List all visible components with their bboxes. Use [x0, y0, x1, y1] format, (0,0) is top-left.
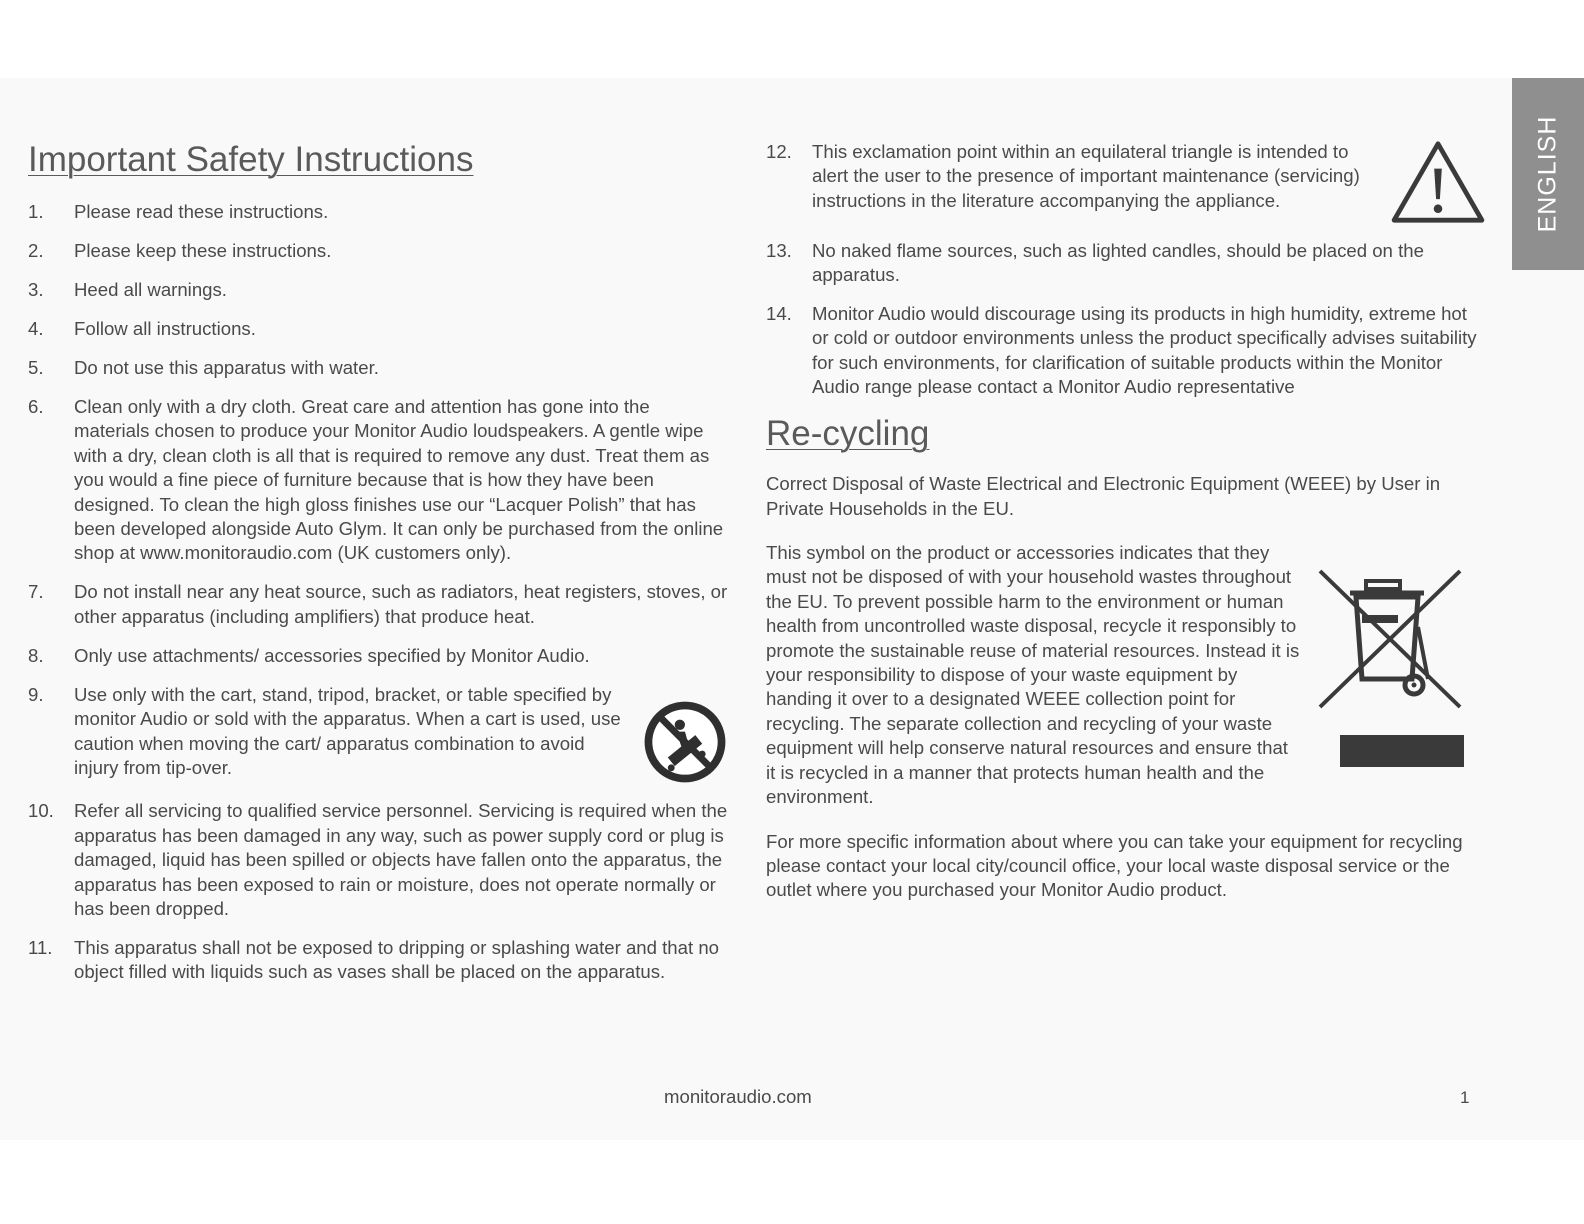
- item-text: Follow all instructions.: [74, 318, 256, 339]
- weee-figure: [1316, 567, 1486, 767]
- footer-website[interactable]: monitoraudio.com: [664, 1086, 812, 1107]
- item-number: 4.: [28, 318, 44, 339]
- item-text: This apparatus shall not be exposed to dripping or splashing water and that no object filled with liquids such as vases shall be placed on the apparatus.: [74, 937, 719, 983]
- language-tab[interactable]: [1512, 78, 1584, 270]
- item-text: Clean only with a dry cloth. Great care and attention has gone into the materials chosen to produce your Monitor Audio loudspeakers. A gentle wipe with a dry, clean cloth is all that is required to remove any dust. Treat them as you would a fine piece of furniture because that is how they have been designed. To clean the high gloss finishes use our “Lacquer Polish” that has been developed alongside Auto Glym. It can only be purchased from the online shop at www.monitoraudio.com (UK customers only).: [74, 396, 724, 564]
- item-text: Do not use this apparatus with water.: [74, 357, 379, 378]
- list-item: [28, 278, 728, 302]
- list-item: [28, 356, 728, 380]
- safety-title: Important Safety Instructions: [28, 140, 474, 179]
- right-column: [766, 140, 1486, 923]
- list-item: [28, 395, 728, 566]
- item-number: 13.: [766, 239, 792, 261]
- list-item: [28, 239, 728, 263]
- safety-column: [28, 140, 728, 999]
- list-item: [28, 317, 728, 341]
- item-number: 8.: [28, 644, 44, 666]
- recycling-intro: Correct Disposal of Waste Electrical and Electronic Equipment (WEEE) by User in Private Households in the EU.: [766, 473, 1441, 519]
- list-item: [766, 302, 1486, 400]
- item-text: Heed all warnings.: [74, 279, 227, 300]
- list-item: [28, 580, 728, 629]
- weee-marking-bar: [1340, 735, 1464, 767]
- item-number: 6.: [28, 396, 44, 417]
- item-text: Monitor Audio would discourage using its products in high humidity, extreme hot or cold or outdoor environments unless the product specifically advises suitability for such environments, for clarification of suitable products within the Monitor Audio range please contact a Monitor Audio representative: [812, 303, 1477, 398]
- item-text: No naked flame sources, such as lighted candles, should be placed on the apparatus.: [812, 239, 1424, 285]
- page-number: 1: [1460, 1088, 1470, 1107]
- list-item: [28, 936, 728, 985]
- safety-list-continued: [766, 140, 1486, 400]
- list-item: [28, 644, 728, 668]
- item-number: 1.: [28, 201, 44, 222]
- item-number: 12.: [766, 141, 792, 162]
- item-number: 5.: [28, 357, 44, 378]
- list-item: [766, 239, 1486, 288]
- item-number: 3.: [28, 279, 44, 300]
- recycling-more-info: For more specific information about where you can take your equipment for recycling please contact your local city/council office, your local waste disposal service or the outlet where you purchased your Monitor Audio product.: [766, 830, 1463, 901]
- item-text: Refer all servicing to qualified service personnel. Servicing is required when the apparatus has been damaged in any way, such as power supply cord or plug is damaged, liquid has been spilled or objects have fallen onto the apparatus, the apparatus has been exposed to rain or moisture, does not operate normally or has been dropped.: [74, 800, 728, 920]
- item-text: Use only with the cart, stand, tripod, bracket, or table specified by monitor Audio or sold with the apparatus. When a cart is used, use caution when moving the cart/ apparatus combination to avoid injury from tip-over.: [74, 683, 621, 779]
- item-text: Please read these instructions.: [74, 201, 329, 222]
- safety-list: [28, 200, 728, 985]
- weee-section: [766, 541, 1486, 809]
- weee-symbol-text: This symbol on the product or accessories indicates that they must not be disposed of with your household wastes throughout the EU. To prevent possible harm to the environment or human health from uncontrolled waste disposal, recycle it responsibly to promote the sustainable reuse of material resources. Instead it is your responsibility to dispose of your waste equipment by handing it over to a designated WEEE collection point for recycling. The separate collection and recycling of your waste equipment will help conserve natural resources and ensure that it is recycled in a manner that protects human health and the environment.: [766, 542, 1300, 808]
- item-number: 9.: [28, 683, 44, 705]
- item-text: Please keep these instructions.: [74, 240, 332, 261]
- item-text: This exclamation point within an equilateral triangle is intended to alert the user to the presence of important maintenance (servicing) instructions in the literature accompanying the appliance.: [812, 141, 1360, 211]
- item-number: 10.: [28, 800, 54, 822]
- item-number: 14.: [766, 303, 792, 324]
- cart-tip-over-warning-icon: [642, 699, 728, 785]
- list-item: [766, 140, 1486, 224]
- item-number: 7.: [28, 581, 44, 603]
- language-tab-label: ENGLISH: [1533, 115, 1562, 233]
- exclamation-triangle-icon: [1390, 140, 1486, 224]
- item-text: Only use attachments/ accessories specified by Monitor Audio.: [74, 644, 590, 666]
- item-number: 2.: [28, 240, 44, 261]
- list-item: [28, 683, 728, 785]
- list-item: [28, 799, 728, 921]
- list-item: [28, 200, 728, 224]
- recycling-title: Re-cycling: [766, 414, 930, 454]
- item-text: Do not install near any heat source, such as radiators, heat registers, stoves, or other apparatus (including amplifiers) that produce heat.: [74, 581, 728, 627]
- crossed-out-wheelie-bin-icon: [1316, 567, 1466, 717]
- item-number: 11.: [28, 937, 53, 959]
